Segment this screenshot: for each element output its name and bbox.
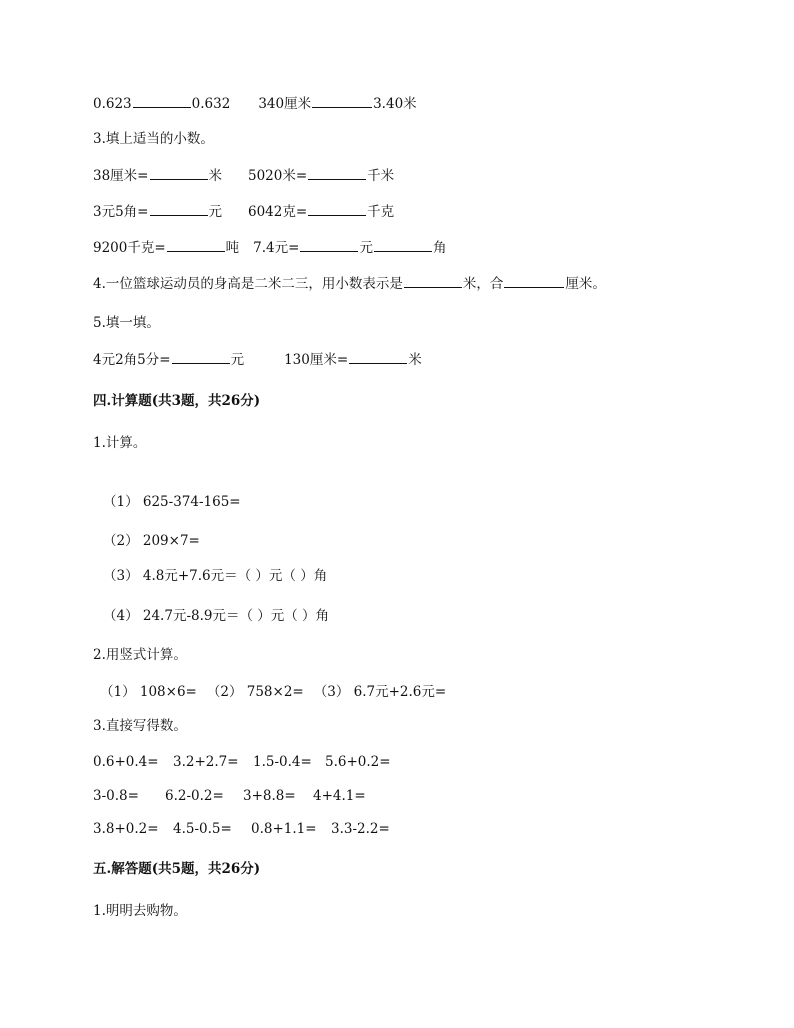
compare-a-left: 0.623: [93, 96, 132, 112]
answer-blank[interactable]: [300, 236, 358, 252]
oral-item: 3+8.8=: [243, 788, 296, 804]
answer-blank[interactable]: [312, 92, 372, 108]
oral-item: 3.8+0.2=: [93, 821, 159, 837]
calc-item: （3） 4.8元+7.6元＝（ ）元（ ）角: [103, 568, 328, 584]
unit-label: 元: [208, 204, 222, 220]
fill-label: 9200千克=: [93, 240, 166, 256]
calc-item: （2） 209×7=: [103, 533, 200, 549]
compare-a-right: 0.632: [191, 96, 231, 112]
question-text: 4.一位篮球运动员的身高是二米二三，用小数表示是: [93, 276, 403, 292]
fill-label: 38厘米=: [93, 168, 149, 184]
unit-label: 吨: [225, 240, 240, 256]
question-title: 2.用竖式计算。: [93, 647, 187, 663]
fill-label: 130厘米=: [284, 352, 349, 368]
calc-item: （4） 24.7元-8.9元＝（ ）元（ ）角: [103, 608, 330, 624]
question-title: 1.计算。: [93, 435, 147, 451]
oral-item: 3-0.8=: [93, 788, 139, 804]
answer-blank[interactable]: [504, 272, 564, 288]
fill-row-1: [93, 164, 734, 186]
oral-calc-row-3: [93, 818, 734, 840]
question-title: 3.直接写得数。: [93, 718, 187, 734]
question-title: 5.填一填。: [93, 315, 160, 331]
calc-item: （3） 6.7元+2.6元=: [313, 684, 447, 700]
question-title: 1.明明去购物。: [93, 903, 187, 919]
compare-b-left: 340厘米: [258, 96, 312, 112]
oral-calc-row-2: [93, 785, 734, 807]
calc-item: （1） 625-374-165=: [103, 494, 241, 510]
oral-item: 5.6+0.2=: [325, 754, 391, 770]
answer-blank[interactable]: [167, 236, 225, 252]
answer-blank[interactable]: [133, 92, 191, 108]
unit-label: 角: [432, 240, 447, 256]
oral-item: 3.2+2.7=: [173, 754, 239, 770]
oral-item: 3.3-2.2=: [331, 821, 390, 837]
vertical-calc-row: [100, 681, 734, 703]
oral-item: 4+4.1=: [313, 788, 366, 804]
answer-blank[interactable]: [150, 200, 208, 216]
oral-item: 6.2-0.2=: [165, 788, 224, 804]
fill-label: 4元2角5分=: [93, 352, 171, 368]
oral-item: 0.8+1.1=: [251, 821, 317, 837]
fill-label: 5020米=: [248, 168, 308, 184]
unit-label: 米: [208, 168, 222, 184]
answer-blank[interactable]: [308, 164, 366, 180]
calc-item: （1） 108×6=: [100, 684, 197, 700]
fill-row-3: [93, 236, 734, 258]
fill-row-2: [93, 200, 734, 222]
unit-label: 千米: [367, 168, 395, 184]
question-4: [93, 272, 734, 294]
fill-label: 6042克=: [248, 204, 308, 220]
fill-label: 7.4元=: [253, 240, 300, 256]
oral-item: 0.6+0.4=: [93, 754, 159, 770]
calc-item: （2） 758×2=: [206, 684, 304, 700]
answer-blank[interactable]: [172, 348, 230, 364]
section-heading: 四.计算题(共3题，共26分): [93, 393, 261, 409]
unit-label: 千克: [367, 204, 395, 220]
answer-blank[interactable]: [150, 164, 208, 180]
oral-item: 1.5-0.4=: [253, 754, 312, 770]
answer-blank[interactable]: [349, 348, 407, 364]
fill-row-q5: [93, 348, 734, 370]
question-text: 米，合: [462, 276, 504, 292]
oral-item: 4.5-0.5=: [173, 821, 232, 837]
unit-label: 元: [230, 352, 245, 368]
question-title: 3.填上适当的小数。: [93, 131, 214, 147]
answer-blank[interactable]: [308, 200, 366, 216]
answer-blank[interactable]: [374, 236, 432, 252]
section-heading: 五.解答题(共5题，共26分): [93, 861, 261, 877]
fill-label: 3元5角=: [93, 204, 149, 220]
compare-row: [93, 92, 734, 114]
oral-calc-row-1: [93, 751, 734, 773]
unit-label: 元: [359, 240, 373, 256]
compare-b-right: 3.40米: [373, 96, 417, 112]
unit-label: 米: [408, 352, 422, 368]
answer-blank[interactable]: [404, 272, 462, 288]
question-text: 厘米。: [565, 276, 606, 292]
